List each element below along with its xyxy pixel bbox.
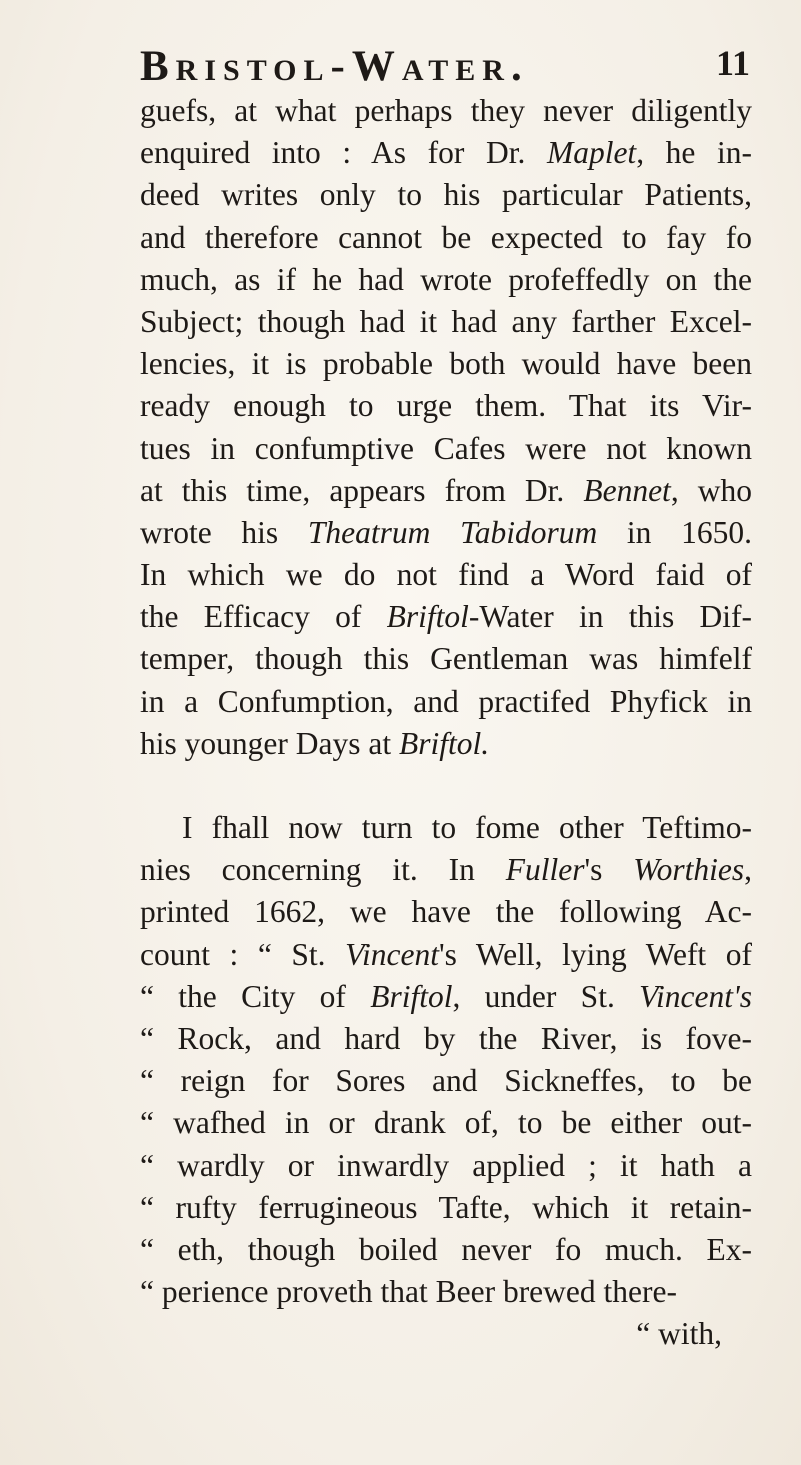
text-line: “ Rock, and hard by the River, is fove- [140,1020,752,1056]
italic-text: Fuller [505,852,585,888]
text-line: wrote his Theatrum Tabidorum in 1650. [140,514,752,550]
running-title: Bristol-Water. [140,43,529,90]
italic-text: Vincent [345,936,439,972]
text-line: I fhall now turn to fome other Teftimo- [182,810,752,845]
text-line: and therefore cannot be expected to fay fo [140,219,752,255]
text-line: nies concerning it. In Fuller's Worthies, [140,852,753,888]
text-line: “ eth, though boiled never fo much. Ex- [140,1231,752,1267]
paragraph-gap [140,765,752,807]
running-head [140,42,750,92]
italic-text: Maplet [546,135,637,171]
text-line: his younger Days at Briftol. [140,725,490,761]
text-line: “ perience proveth that Beer brewed there- [140,1274,677,1310]
body-text [140,90,752,1355]
page-number: 11 [715,43,750,83]
text-line: count : “ St. Vincent's Well, lying Weft of [140,936,752,972]
italic-text: Briftol [386,599,469,635]
text-line: deed writes only to his particular Patients, [140,177,752,213]
italic-text: Bennet [583,472,671,508]
text-line: “ wardly or inwardly applied ; it hath a [140,1147,752,1183]
italic-text: Theatrum Tabidorum [307,514,598,550]
text-line: in a Confumption, and practifed Phyfick in [140,683,752,719]
text-line: enquired into : As for Dr. Maplet, he in- [140,135,752,171]
text-line: printed 1662, we have the following Ac- [140,894,752,930]
text-line: guefs, at what perhaps they never diligently [140,93,752,128]
text-line: lencies, it is probable both would have been [140,346,752,382]
italic-text: Briftol. [398,725,490,761]
text-line: ready enough to urge them. That its Vir- [140,388,752,424]
catchword: “ with, [636,1316,722,1352]
text-line: Subject; though had it had any farther Excel- [140,303,752,339]
text-line: “ rufty ferrugineous Tafte, which it retain- [140,1189,752,1225]
text-line: tues in confumptive Cafes were not known [140,430,752,466]
italic-text: Vincent's [639,978,753,1014]
italic-text: Worthies [633,852,745,888]
text-line: the Efficacy of Briftol-Water in this Dif- [140,599,752,635]
text-line: “ wafhed in or drank of, to be either out- [140,1105,752,1141]
text-line: much, as if he had wrote profeffedly on the [140,261,752,297]
text-line: “ the City of Briftol, under St. Vincent's [140,978,753,1014]
text-line: In which we do not find a Word faid of [140,557,752,593]
text-line: “ reign for Sores and Sickneffes, to be [140,1063,752,1099]
text-line: at this time, appears from Dr. Bennet, who [140,472,753,508]
italic-text: Briftol [370,978,453,1014]
text-line: temper, though this Gentleman was himfelf [140,641,752,677]
